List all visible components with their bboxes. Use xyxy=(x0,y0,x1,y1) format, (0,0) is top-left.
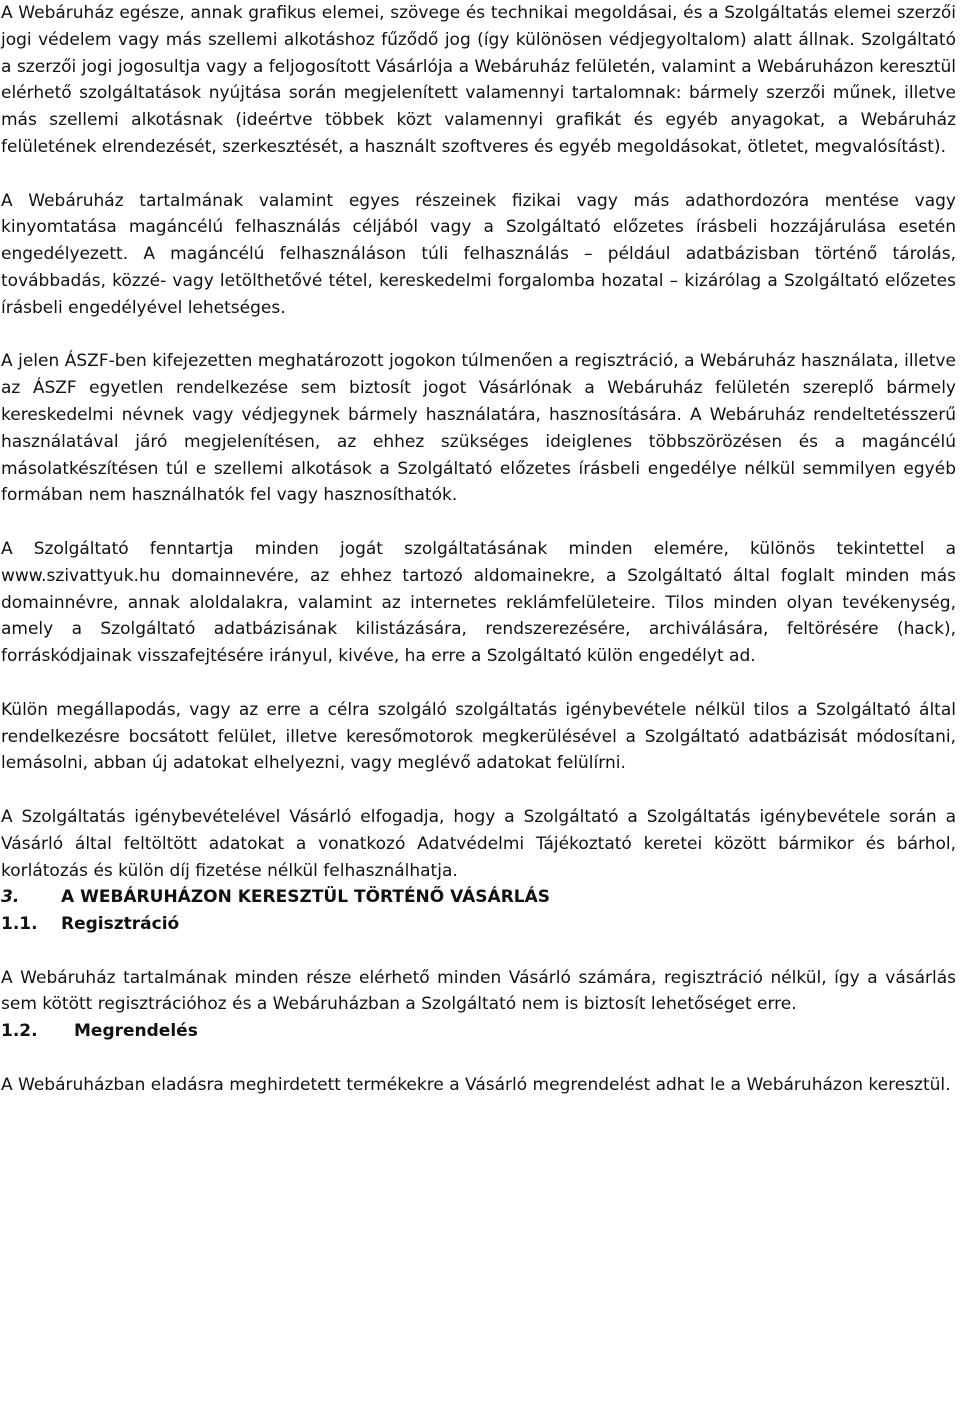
paragraph-registration: A Webáruház tartalmának minden része elérhető minden Vásárló számára, regisztráció nélkül, így a vásárlás sem kötött regisztrációhoz és a Webáruházban a Szolgáltató nem is biztosít lehetőséget erre. xyxy=(1,967,956,1015)
subsection-heading-1-1 xyxy=(1,911,956,938)
section-title: A WEBÁRUHÁZON KERESZTÜL TÖRTÉNŐ VÁSÁRLÁS xyxy=(61,887,551,908)
subsection-number: 1.2. xyxy=(1,1021,38,1042)
subsection-title: Megrendelés xyxy=(74,1021,198,1042)
subsection-heading-1-2 xyxy=(1,1018,956,1045)
subsection-number: 1.1. xyxy=(1,914,38,935)
section-number: 3. xyxy=(1,887,20,908)
paragraph-database-protection: Külön megállapodás, vagy az erre a célra szolgáló szolgáltatás igénybevétele nélkül tilos a Szolgáltató által rendelkezésre bocsátott felület, illetve keresőmotorok megkerülésével a Szolgáltató adatbázisát módosítani, lemásolni, abban új adatokat elhelyezni, vagy meglévő adatokat felülírni. xyxy=(1,699,956,774)
paragraph-copyright: A Webáruház egésze, annak grafikus elemei, szövege és technikai megoldásai, és a Szolgáltatás elemei szerzői jogi védelem vagy más szellemi alkotáshoz fűződő jog (így különösen védjegyoltalom) alatt állnak. Szolgáltató a szerzői jogi jogosultja vagy a feljogosított Vásárlója a Webáruház felületén, valamint a Webáruházon keresztül elérhető szolgáltatások nyújtása során megjelenített valamennyi tartalomnak: bármely szerzői műnek, illetve más szellemi alkotásnak (ideértve többek közt valamennyi grafikát és egyéb anyagokat, a Webáruház felületének elrendezését, szerkesztését, a használt szoftveres és egyéb megoldásokat, ötletet, megvalósítást). xyxy=(1,3,956,157)
paragraph-domain-rights: A Szolgáltató fenntartja minden jogát szolgáltatásának minden elemére, különös tekintettel a www.szivattyuk.hu domainnevére, az ehhez tartozó aldomainekre, a Szolgáltató által foglalt minden más domainnévre, annak aloldalakra, valamint az internetes reklámfelületeire. Tilos minden olyan tevékenység, amely a Szolgáltató adatbázisának kilistázására, rendszerezésére, archiválására, feltörésére (hack), forráskódjainak visszafejtésére irányul, kivéve, ha erre a Szolgáltató külön engedélyt ad. xyxy=(1,538,956,667)
paragraph-private-use: A Webáruház tartalmának valamint egyes részeinek fizikai vagy más adathordozóra mentése vagy kinyomtatása magáncélú felhasználás céljából vagy a Szolgáltató előzetes írásbeli hozzájárulása esetén engedélyezett. A magáncélú felhasználáson túli felhasználás – például adatbázisban történő tárolás, továbbadás, közzé- vagy letölthetővé tétel, kereskedelmi forgalomba hozatal – kizárólag a Szolgáltató előzetes írásbeli engedélyével lehetséges. xyxy=(1,190,956,318)
paragraph-data-usage: A Szolgáltatás igénybevételével Vásárló elfogadja, hogy a Szolgáltató a Szolgáltatás igénybevétele során a Vásárló által feltöltött adatokat a vonatkozó Adatvédelmi Tájékoztató keretei között bármikor és bárhol, korlátozás és külön díj fizetése nélkül felhasználhatja. xyxy=(1,806,956,881)
section-heading-3 xyxy=(1,884,956,911)
paragraph-ordering: A Webáruházban eladásra meghirdetett termékekre a Vásárló megrendelést adhat le a Webáruházon keresztül. xyxy=(1,1074,951,1095)
subsection-title: Regisztráció xyxy=(61,914,180,935)
paragraph-trademark-rights: A jelen ÁSZF-ben kifejezetten meghatározott jogokon túlmenően a regisztráció, a Webáruház használata, illetve az ÁSZF egyetlen rendelkezése sem biztosít jogot Vásárlónak a Webáruház felületén szereplő bármely kereskedelmi névnek vagy védjegynek bármely használatára, hasznosítására. A Webáruház rendeltetésszerű használatával járó megjelenítésen, az ehhez szükséges ideiglenes többszörözésen és a magáncélú másolatkészítésen túl e szellemi alkotások a Szolgáltató előzetes írásbeli engedélye nélkül semmilyen egyéb formában nem használhatók fel vagy hasznosíthatók. xyxy=(1,351,956,506)
